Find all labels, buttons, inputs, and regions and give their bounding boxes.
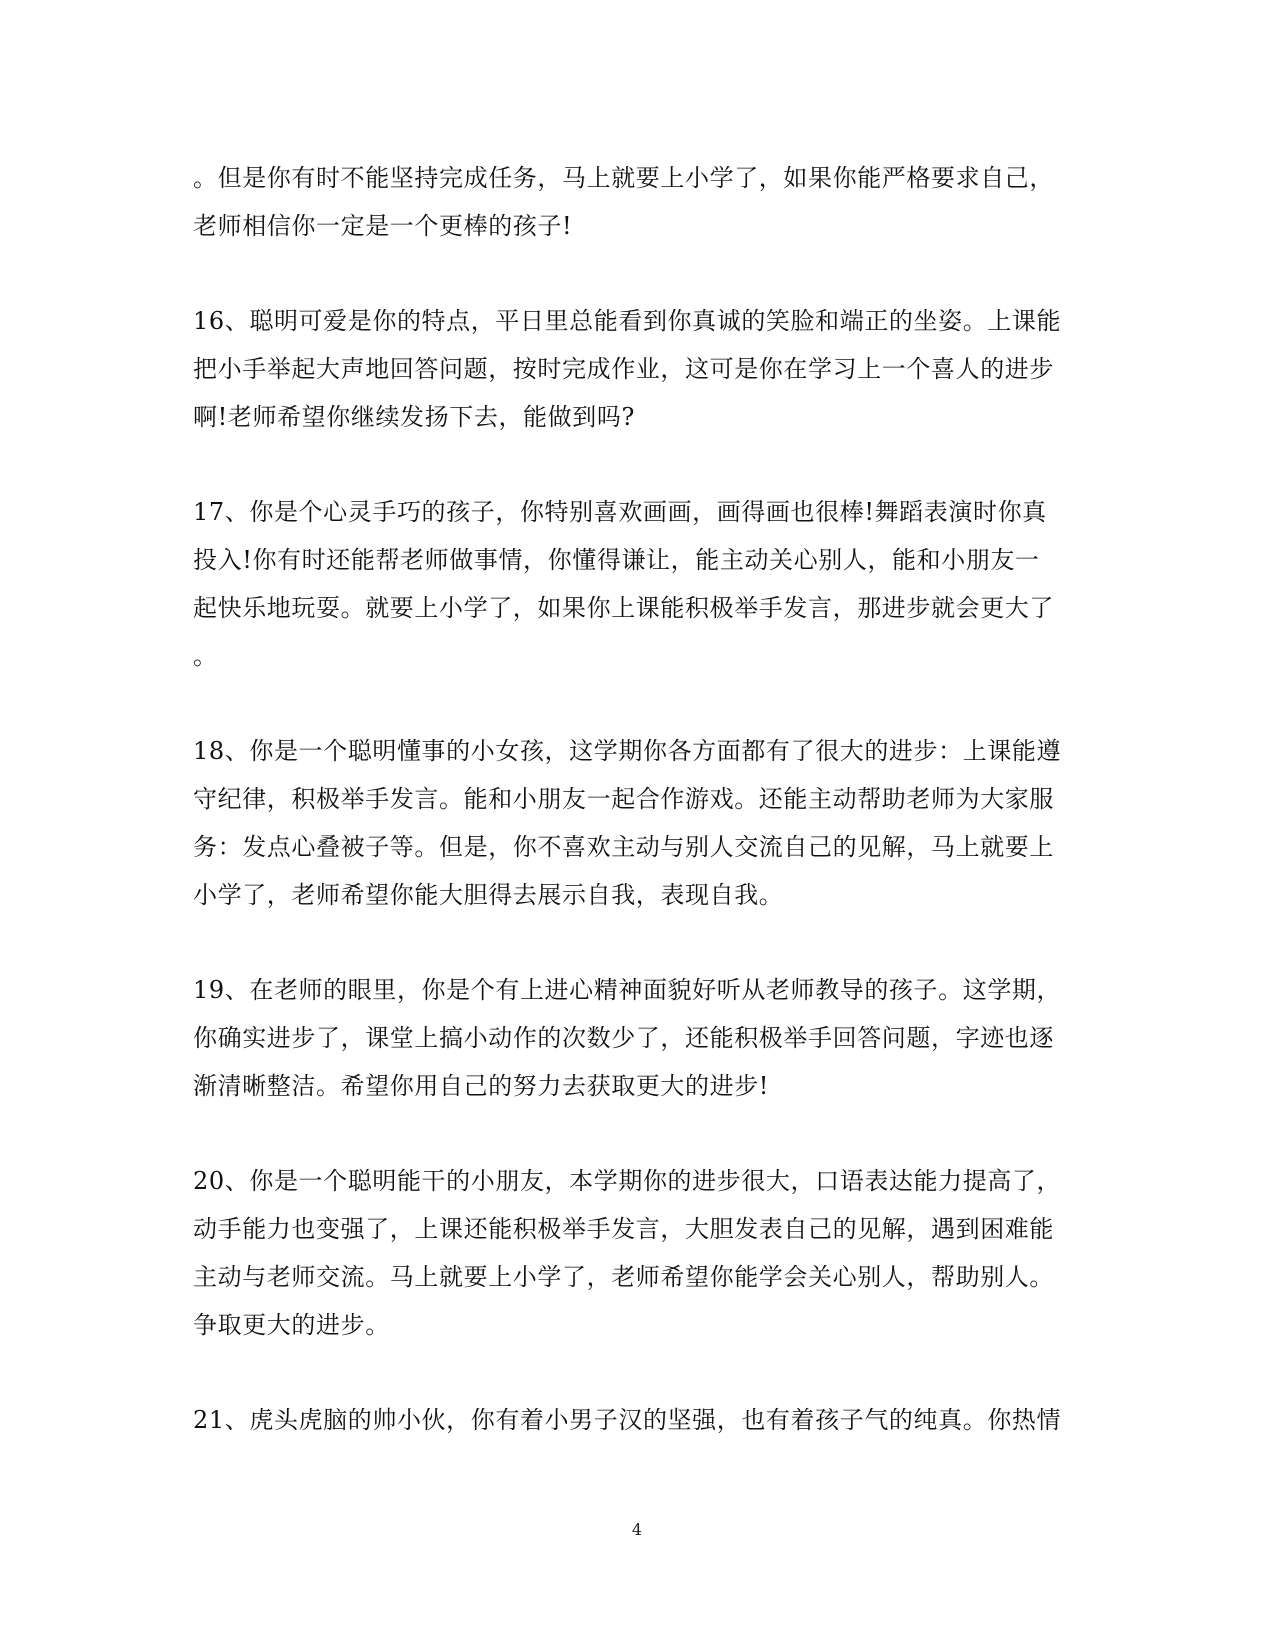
paragraph-17 [193,488,1073,680]
text-line: 老师相信你一定是一个更棒的孩子! [193,212,573,240]
text-line: 16、聪明可爱是你的特点，平日里总能看到你真诚的笑脸和端正的坐姿。上课能 [193,307,1062,335]
text-line: 。 [193,642,218,670]
paragraph-continuation [193,154,1073,250]
text-line: 小学了，老师希望你能大胆得去展示自我，表现自我。 [193,881,784,909]
paragraph-19 [193,966,1073,1110]
paragraph-18 [193,727,1073,919]
paragraph-16 [193,297,1073,441]
text-line: 20、你是一个聪明能干的小朋友，本学期你的进步很大，口语表达能力提高了， [193,1167,1062,1195]
text-line: 19、在老师的眼里，你是个有上进心精神面貌好听从老师教导的孩子。这学期， [193,976,1062,1004]
text-line: 把小手举起大声地回答问题，按时完成作业，这可是你在学习上一个喜人的进步 [193,355,1054,383]
text-line: 争取更大的进步。 [193,1311,390,1339]
paragraph-21 [193,1396,1073,1444]
page-number: 4 [631,1520,643,1539]
text-line: 18、你是一个聪明懂事的小女孩，这学期你各方面都有了很大的进步：上课能遵 [193,737,1062,765]
text-line: 务：发点心叠被子等。但是，你不喜欢主动与别人交流自己的见解，马上就要上 [193,833,1054,861]
text-line: 17、你是个心灵手巧的孩子，你特别喜欢画画，画得画也很棒!舞蹈表演时你真 [193,498,1047,526]
text-line: 你确实进步了，课堂上搞小动作的次数少了，还能积极举手回答问题，字迹也逐 [193,1024,1054,1052]
paragraph-20 [193,1157,1073,1349]
text-line: 。但是你有时不能坚持完成任务，马上就要上小学了，如果你能严格要求自己， [193,164,1054,192]
text-line: 渐清晰整洁。希望你用自己的努力去获取更大的进步! [193,1072,770,1100]
text-line: 起快乐地玩耍。就要上小学了，如果你上课能积极举手发言，那进步就会更大了 [193,594,1054,622]
text-line: 啊!老师希望你继续发扬下去，能做到吗? [193,403,635,431]
text-line: 守纪律，积极举手发言。能和小朋友一起合作游戏。还能主动帮助老师为大家服 [193,785,1054,813]
text-line: 动手能力也变强了，上课还能积极举手发言，大胆发表自己的见解，遇到困难能 [193,1215,1054,1243]
text-line: 投入!你有时还能帮老师做事情，你懂得谦让，能主动关心别人，能和小朋友一 [193,546,1040,574]
document-body [193,154,1073,1491]
text-line: 21、虎头虎脑的帅小伙，你有着小男子汉的坚强，也有着孩子气的纯真。你热情 [193,1406,1062,1434]
text-line: 主动与老师交流。马上就要上小学了，老师希望你能学会关心别人，帮助别人。 [193,1263,1054,1291]
